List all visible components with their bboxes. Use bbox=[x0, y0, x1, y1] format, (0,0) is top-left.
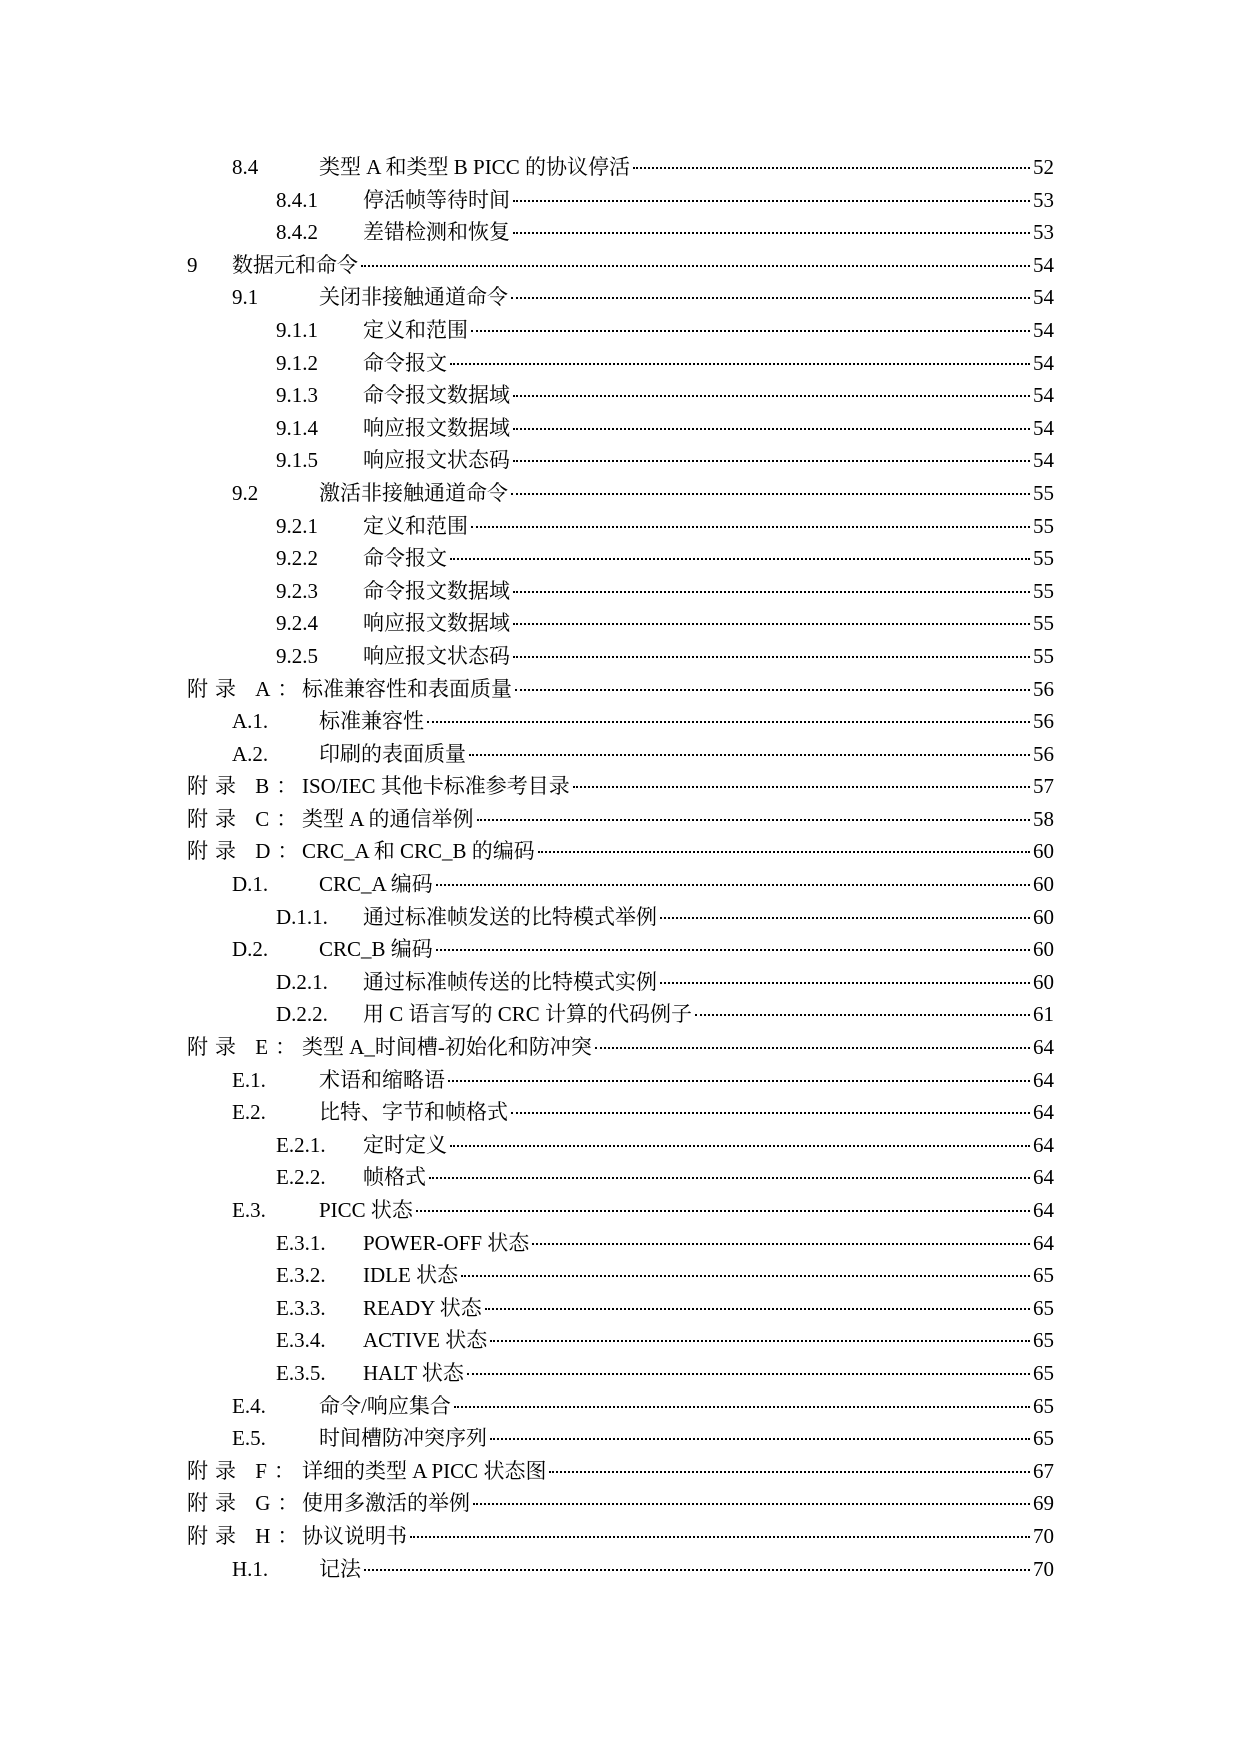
toc-entry-page-number: 58 bbox=[1033, 806, 1054, 831]
toc-entry[interactable] bbox=[187, 510, 1054, 543]
toc-entry-number: E.3.1. bbox=[276, 1230, 326, 1255]
dot-leader bbox=[549, 1470, 1030, 1473]
toc-entry-number: E.2.2. bbox=[276, 1165, 326, 1190]
toc-entry-number: E.2.1. bbox=[276, 1132, 326, 1157]
toc-entry-title: 比特、字节和帧格式 bbox=[319, 1100, 508, 1125]
toc-entry-page-number: 60 bbox=[1033, 969, 1054, 994]
toc-entry-line bbox=[363, 1227, 1054, 1260]
dot-leader bbox=[695, 1013, 1030, 1016]
toc-entry-page-number: 54 bbox=[1033, 448, 1054, 473]
toc-entry[interactable] bbox=[187, 1422, 1054, 1455]
table-of-contents bbox=[187, 151, 1054, 1585]
dot-leader bbox=[461, 1274, 1030, 1277]
dot-leader bbox=[633, 166, 1030, 169]
toc-entry-title: 命令报文 bbox=[363, 546, 447, 571]
toc-entry-number: 9.2.2 bbox=[276, 546, 318, 571]
dot-leader bbox=[436, 883, 1030, 886]
toc-entry-number: 9.2.1 bbox=[276, 513, 318, 538]
toc-entry-title: 类型 A 的通信举例 bbox=[302, 806, 474, 831]
toc-entry-title: 记法 bbox=[319, 1556, 361, 1581]
toc-entry-number: A.2. bbox=[232, 741, 269, 766]
dot-leader bbox=[416, 1209, 1030, 1212]
dot-leader bbox=[515, 688, 1030, 691]
toc-entry-line bbox=[319, 151, 1054, 184]
toc-entry-title: 命令报文 bbox=[363, 350, 447, 375]
toc-entry-line bbox=[363, 184, 1054, 217]
toc-entry-page-number: 65 bbox=[1033, 1295, 1054, 1320]
toc-entry-line bbox=[363, 444, 1054, 477]
toc-entry-number: 9.2.3 bbox=[276, 578, 318, 603]
toc-entry-line bbox=[363, 347, 1054, 380]
toc-entry-line bbox=[302, 1455, 1054, 1488]
toc-entry-title: HALT 状态 bbox=[363, 1360, 464, 1385]
toc-entry-page-number: 65 bbox=[1033, 1393, 1054, 1418]
toc-entry[interactable] bbox=[187, 770, 1054, 803]
toc-entry[interactable] bbox=[187, 249, 1054, 282]
toc-entry-number: 9.1.3 bbox=[276, 383, 318, 408]
dot-leader bbox=[511, 492, 1030, 495]
dot-leader bbox=[427, 720, 1030, 723]
toc-entry-title: PICC 状态 bbox=[319, 1198, 413, 1222]
toc-entry[interactable] bbox=[187, 412, 1054, 445]
toc-entry-line bbox=[363, 1161, 1054, 1194]
dot-leader bbox=[513, 427, 1030, 430]
toc-entry[interactable] bbox=[187, 1487, 1054, 1520]
toc-entry-page-number: 60 bbox=[1033, 904, 1054, 929]
dot-leader bbox=[485, 1307, 1030, 1310]
dot-leader bbox=[364, 1568, 1030, 1571]
toc-entry-page-number: 69 bbox=[1033, 1491, 1054, 1516]
dot-leader bbox=[410, 1535, 1030, 1538]
toc-entry-page-number: 61 bbox=[1033, 1002, 1054, 1027]
toc-entry-page-number: 64 bbox=[1033, 1132, 1054, 1157]
dot-leader bbox=[450, 362, 1030, 365]
toc-entry-number: 附录 B： bbox=[187, 774, 305, 799]
toc-entry-title: 定义和范围 bbox=[363, 317, 468, 342]
toc-entry-title: CRC_B 编码 bbox=[319, 937, 433, 962]
toc-entry-title: 标准兼容性和表面质量 bbox=[302, 676, 512, 701]
toc-entry-title: 术语和缩略语 bbox=[319, 1067, 445, 1092]
toc-entry-page-number: 64 bbox=[1033, 1230, 1054, 1255]
toc-entry-title: 标准兼容性 bbox=[319, 709, 424, 734]
toc-entry-line bbox=[302, 803, 1054, 836]
toc-entry-number: E.2. bbox=[232, 1100, 266, 1125]
toc-entry-number: 9.1.1 bbox=[276, 317, 318, 342]
toc-entry-title: 数据元和命令 bbox=[232, 252, 358, 277]
toc-entry-line bbox=[363, 607, 1054, 640]
toc-entry-page-number: 64 bbox=[1033, 1035, 1054, 1060]
toc-entry-line bbox=[363, 901, 1054, 934]
toc-entry-number: D.1. bbox=[232, 872, 269, 897]
toc-entry-line bbox=[363, 1259, 1054, 1292]
toc-entry-page-number: 64 bbox=[1033, 1067, 1054, 1092]
toc-entry-title: READY 状态 bbox=[363, 1295, 482, 1320]
toc-entry-page-number: 70 bbox=[1033, 1523, 1054, 1548]
dot-leader bbox=[513, 459, 1030, 462]
toc-entry-line bbox=[363, 1324, 1054, 1357]
toc-entry[interactable] bbox=[187, 1161, 1054, 1194]
toc-entry-line bbox=[363, 640, 1054, 673]
toc-entry[interactable] bbox=[187, 803, 1054, 836]
toc-entry-line bbox=[319, 1422, 1054, 1455]
toc-entry-page-number: 55 bbox=[1033, 546, 1054, 571]
toc-entry-number: E.3.5. bbox=[276, 1360, 326, 1385]
toc-entry[interactable] bbox=[187, 705, 1054, 738]
toc-entry-line bbox=[319, 933, 1054, 966]
toc-entry[interactable] bbox=[187, 1129, 1054, 1162]
toc-entry-page-number: 65 bbox=[1033, 1360, 1054, 1385]
toc-entry[interactable] bbox=[187, 151, 1054, 184]
toc-entry-line bbox=[319, 1064, 1054, 1097]
toc-entry-title: 定义和范围 bbox=[363, 513, 468, 538]
toc-entry-line bbox=[363, 1292, 1054, 1325]
toc-entry-line bbox=[302, 673, 1054, 706]
toc-entry-page-number: 65 bbox=[1033, 1263, 1054, 1288]
toc-entry-number: 附录 H： bbox=[187, 1523, 306, 1548]
dot-leader bbox=[660, 916, 1030, 919]
toc-entry-title: 用 C 语言写的 CRC 计算的代码例子 bbox=[363, 1002, 693, 1027]
toc-entry-title: 详细的类型 A PICC 状态图 bbox=[302, 1458, 547, 1483]
toc-entry-page-number: 55 bbox=[1033, 611, 1054, 636]
toc-entry-title: 帧格式 bbox=[363, 1165, 426, 1190]
toc-entry-number: 8.4.2 bbox=[276, 220, 318, 245]
toc-entry-title: 时间槽防冲突序列 bbox=[319, 1426, 487, 1451]
toc-entry-line bbox=[319, 281, 1054, 314]
toc-entry-number: D.2.2. bbox=[276, 1002, 328, 1027]
dot-leader bbox=[471, 525, 1030, 528]
toc-entry[interactable] bbox=[187, 444, 1054, 477]
toc-entry-number: 附录 D： bbox=[187, 839, 306, 864]
toc-entry-title: 命令报文数据域 bbox=[363, 383, 510, 408]
toc-entry[interactable] bbox=[187, 673, 1054, 706]
toc-entry-line bbox=[363, 1129, 1054, 1162]
toc-entry-line bbox=[302, 1520, 1054, 1553]
toc-entry-line bbox=[363, 510, 1054, 543]
dot-leader bbox=[436, 948, 1030, 951]
dot-leader bbox=[448, 1079, 1030, 1082]
toc-entry[interactable] bbox=[187, 184, 1054, 217]
toc-entry-number: 9.2 bbox=[232, 480, 259, 505]
dot-leader bbox=[511, 1111, 1030, 1114]
toc-entry-title: 响应报文状态码 bbox=[363, 643, 510, 668]
toc-entry[interactable] bbox=[187, 1324, 1054, 1357]
dot-leader bbox=[538, 850, 1030, 853]
toc-entry-page-number: 55 bbox=[1033, 643, 1054, 668]
toc-entry-number: 附录 A： bbox=[187, 676, 306, 701]
toc-entry-title: 停活帧等待时间 bbox=[363, 187, 510, 212]
toc-entry-line bbox=[302, 1031, 1054, 1064]
dot-leader bbox=[473, 1502, 1030, 1505]
toc-entry-line bbox=[363, 314, 1054, 347]
toc-entry-line bbox=[232, 249, 1054, 282]
toc-entry-page-number: 56 bbox=[1033, 709, 1054, 734]
toc-entry-number: E.3. bbox=[232, 1198, 266, 1222]
dot-leader bbox=[361, 264, 1030, 267]
toc-entry-page-number: 55 bbox=[1033, 578, 1054, 603]
toc-entry[interactable] bbox=[187, 1553, 1054, 1586]
dot-leader bbox=[513, 199, 1030, 202]
toc-entry-page-number: 64 bbox=[1033, 1100, 1054, 1125]
toc-entry-page-number: 70 bbox=[1033, 1556, 1054, 1581]
toc-entry-title: ACTIVE 状态 bbox=[363, 1328, 488, 1353]
toc-entry[interactable] bbox=[187, 738, 1054, 771]
toc-entry-number: 附录 E： bbox=[187, 1035, 304, 1060]
dot-leader bbox=[490, 1437, 1030, 1440]
toc-entry-page-number: 52 bbox=[1033, 155, 1054, 179]
toc-entry-number: 9.2.5 bbox=[276, 643, 318, 668]
toc-entry-number: 9.2.4 bbox=[276, 611, 318, 636]
toc-entry[interactable] bbox=[187, 1064, 1054, 1097]
toc-entry-number: E.1. bbox=[232, 1067, 266, 1092]
toc-entry[interactable] bbox=[187, 1292, 1054, 1325]
toc-entry[interactable] bbox=[187, 901, 1054, 934]
toc-entry[interactable] bbox=[187, 379, 1054, 412]
toc-entry-title: 命令/响应集合 bbox=[319, 1393, 451, 1418]
toc-entry[interactable] bbox=[187, 1455, 1054, 1488]
toc-entry-line bbox=[363, 216, 1054, 249]
toc-entry-page-number: 55 bbox=[1033, 513, 1054, 538]
toc-entry[interactable] bbox=[187, 1259, 1054, 1292]
toc-entry-number: 9.1.5 bbox=[276, 448, 318, 473]
dot-leader bbox=[513, 231, 1030, 234]
toc-entry-line bbox=[319, 477, 1054, 510]
dot-leader bbox=[490, 1339, 1030, 1342]
toc-entry-title: 通过标准帧发送的比特模式举例 bbox=[363, 904, 657, 929]
dot-leader bbox=[450, 557, 1030, 560]
toc-entry-number: E.3.3. bbox=[276, 1295, 326, 1320]
toc-entry-title: IDLE 状态 bbox=[363, 1263, 459, 1288]
toc-entry-number: E.3.4. bbox=[276, 1328, 326, 1353]
dot-leader bbox=[513, 394, 1030, 397]
dot-leader bbox=[573, 785, 1030, 788]
toc-entry-number: 附录 F： bbox=[187, 1458, 302, 1483]
toc-entry-page-number: 60 bbox=[1033, 937, 1054, 962]
toc-entry-number: D.2. bbox=[232, 937, 269, 962]
toc-entry[interactable] bbox=[187, 542, 1054, 575]
dot-leader bbox=[595, 1046, 1030, 1049]
toc-entry-line bbox=[363, 542, 1054, 575]
toc-entry-number: H.1. bbox=[232, 1556, 269, 1581]
dot-leader bbox=[513, 655, 1030, 658]
toc-entry-title: 使用多激活的举例 bbox=[302, 1491, 470, 1516]
toc-entry-page-number: 56 bbox=[1033, 676, 1054, 701]
toc-entry[interactable] bbox=[187, 640, 1054, 673]
toc-entry-line bbox=[363, 966, 1054, 999]
toc-entry-page-number: 67 bbox=[1033, 1458, 1054, 1483]
dot-leader bbox=[471, 329, 1030, 332]
toc-entry-line bbox=[302, 835, 1054, 868]
toc-entry-number: E.4. bbox=[232, 1393, 266, 1418]
toc-entry-line bbox=[319, 738, 1054, 771]
toc-entry-number: E.5. bbox=[232, 1426, 266, 1451]
toc-entry-line bbox=[319, 1553, 1054, 1586]
toc-entry-number: D.2.1. bbox=[276, 969, 328, 994]
toc-entry[interactable] bbox=[187, 1194, 1054, 1227]
toc-entry-line bbox=[319, 868, 1054, 901]
toc-entry[interactable] bbox=[187, 1390, 1054, 1423]
toc-entry-page-number: 54 bbox=[1033, 285, 1054, 310]
toc-entry[interactable] bbox=[187, 1227, 1054, 1260]
toc-entry-page-number: 54 bbox=[1033, 415, 1054, 440]
toc-entry-line bbox=[302, 1487, 1054, 1520]
toc-entry-number: 9 bbox=[187, 252, 198, 277]
toc-entry[interactable] bbox=[187, 1096, 1054, 1129]
toc-entry-page-number: 53 bbox=[1033, 220, 1054, 245]
toc-entry-number: 8.4 bbox=[232, 155, 259, 179]
toc-entry-number: 附录 C： bbox=[187, 806, 305, 831]
dot-leader bbox=[450, 1144, 1030, 1147]
toc-entry-line bbox=[319, 1194, 1054, 1227]
toc-entry-title: 激活非接触通道命令 bbox=[319, 480, 508, 505]
toc-entry-title: 响应报文数据域 bbox=[363, 415, 510, 440]
toc-entry-number: 9.1.4 bbox=[276, 415, 318, 440]
toc-entry-title: 关闭非接触通道命令 bbox=[319, 285, 508, 310]
toc-entry-line bbox=[319, 1096, 1054, 1129]
toc-entry-title: CRC_A 和 CRC_B 的编码 bbox=[302, 839, 535, 864]
toc-entry-title: CRC_A 编码 bbox=[319, 872, 433, 897]
toc-entry-line bbox=[319, 1390, 1054, 1423]
toc-entry[interactable] bbox=[187, 314, 1054, 347]
toc-entry-page-number: 65 bbox=[1033, 1328, 1054, 1353]
dot-leader bbox=[513, 622, 1030, 625]
toc-entry-line bbox=[363, 412, 1054, 445]
toc-entry-number: E.3.2. bbox=[276, 1263, 326, 1288]
dot-leader bbox=[469, 753, 1030, 756]
toc-entry-title: 印刷的表面质量 bbox=[319, 741, 466, 766]
toc-entry[interactable] bbox=[187, 575, 1054, 608]
toc-entry-title: 定时定义 bbox=[363, 1132, 447, 1157]
toc-entry-page-number: 55 bbox=[1033, 480, 1054, 505]
toc-entry-line bbox=[363, 1357, 1054, 1390]
toc-entry-number: A.1. bbox=[232, 709, 269, 734]
toc-entry-title: 协议说明书 bbox=[302, 1523, 407, 1548]
dot-leader bbox=[429, 1176, 1030, 1179]
toc-entry[interactable] bbox=[187, 835, 1054, 868]
dot-leader bbox=[511, 296, 1030, 299]
dot-leader bbox=[513, 590, 1030, 593]
toc-entry-page-number: 54 bbox=[1033, 252, 1054, 277]
toc-entry-title: 响应报文数据域 bbox=[363, 611, 510, 636]
toc-entry-number: 附录 G： bbox=[187, 1491, 306, 1516]
toc-entry-number: D.1.1. bbox=[276, 904, 328, 929]
toc-entry-line bbox=[363, 379, 1054, 412]
toc-entry-title: 响应报文状态码 bbox=[363, 448, 510, 473]
toc-entry-page-number: 57 bbox=[1033, 774, 1054, 799]
toc-entry-line bbox=[363, 998, 1054, 1031]
toc-entry-page-number: 65 bbox=[1033, 1426, 1054, 1451]
toc-entry-page-number: 54 bbox=[1033, 350, 1054, 375]
toc-entry-line bbox=[302, 770, 1054, 803]
toc-entry-page-number: 54 bbox=[1033, 317, 1054, 342]
toc-entry-title: 差错检测和恢复 bbox=[363, 220, 510, 245]
toc-entry[interactable] bbox=[187, 1520, 1054, 1553]
toc-entry-page-number: 56 bbox=[1033, 741, 1054, 766]
toc-entry-title: 类型 A 和类型 B PICC 的协议停活 bbox=[319, 155, 630, 179]
dot-leader bbox=[660, 981, 1030, 984]
toc-entry[interactable] bbox=[187, 607, 1054, 640]
toc-entry-title: 命令报文数据域 bbox=[363, 578, 510, 603]
toc-entry[interactable] bbox=[187, 966, 1054, 999]
toc-entry-number: 8.4.1 bbox=[276, 187, 318, 212]
toc-entry[interactable] bbox=[187, 998, 1054, 1031]
toc-entry[interactable] bbox=[187, 933, 1054, 966]
toc-entry-page-number: 64 bbox=[1033, 1198, 1054, 1222]
toc-entry-page-number: 53 bbox=[1033, 187, 1054, 212]
toc-entry[interactable] bbox=[187, 1357, 1054, 1390]
toc-entry[interactable] bbox=[187, 216, 1054, 249]
dot-leader bbox=[454, 1405, 1030, 1408]
dot-leader bbox=[467, 1372, 1030, 1375]
toc-entry[interactable] bbox=[187, 477, 1054, 510]
dot-leader bbox=[477, 818, 1030, 821]
dot-leader bbox=[532, 1242, 1030, 1245]
toc-entry-title: 通过标准帧传送的比特模式实例 bbox=[363, 969, 657, 994]
toc-entry-number: 9.1.2 bbox=[276, 350, 318, 375]
toc-entry-number: 9.1 bbox=[232, 285, 259, 310]
toc-entry-line bbox=[363, 575, 1054, 608]
toc-entry[interactable] bbox=[187, 281, 1054, 314]
toc-entry[interactable] bbox=[187, 1031, 1054, 1064]
toc-entry-page-number: 54 bbox=[1033, 383, 1054, 408]
toc-entry-page-number: 60 bbox=[1033, 872, 1054, 897]
toc-entry-page-number: 64 bbox=[1033, 1165, 1054, 1190]
toc-entry-title: POWER-OFF 状态 bbox=[363, 1230, 530, 1255]
toc-entry-line bbox=[319, 705, 1054, 738]
toc-entry[interactable] bbox=[187, 868, 1054, 901]
toc-entry[interactable] bbox=[187, 347, 1054, 380]
toc-entry-page-number: 60 bbox=[1033, 839, 1054, 864]
toc-entry-title: 类型 A_时间槽-初始化和防冲突 bbox=[302, 1035, 592, 1060]
toc-entry-title: ISO/IEC 其他卡标准参考目录 bbox=[302, 774, 570, 799]
